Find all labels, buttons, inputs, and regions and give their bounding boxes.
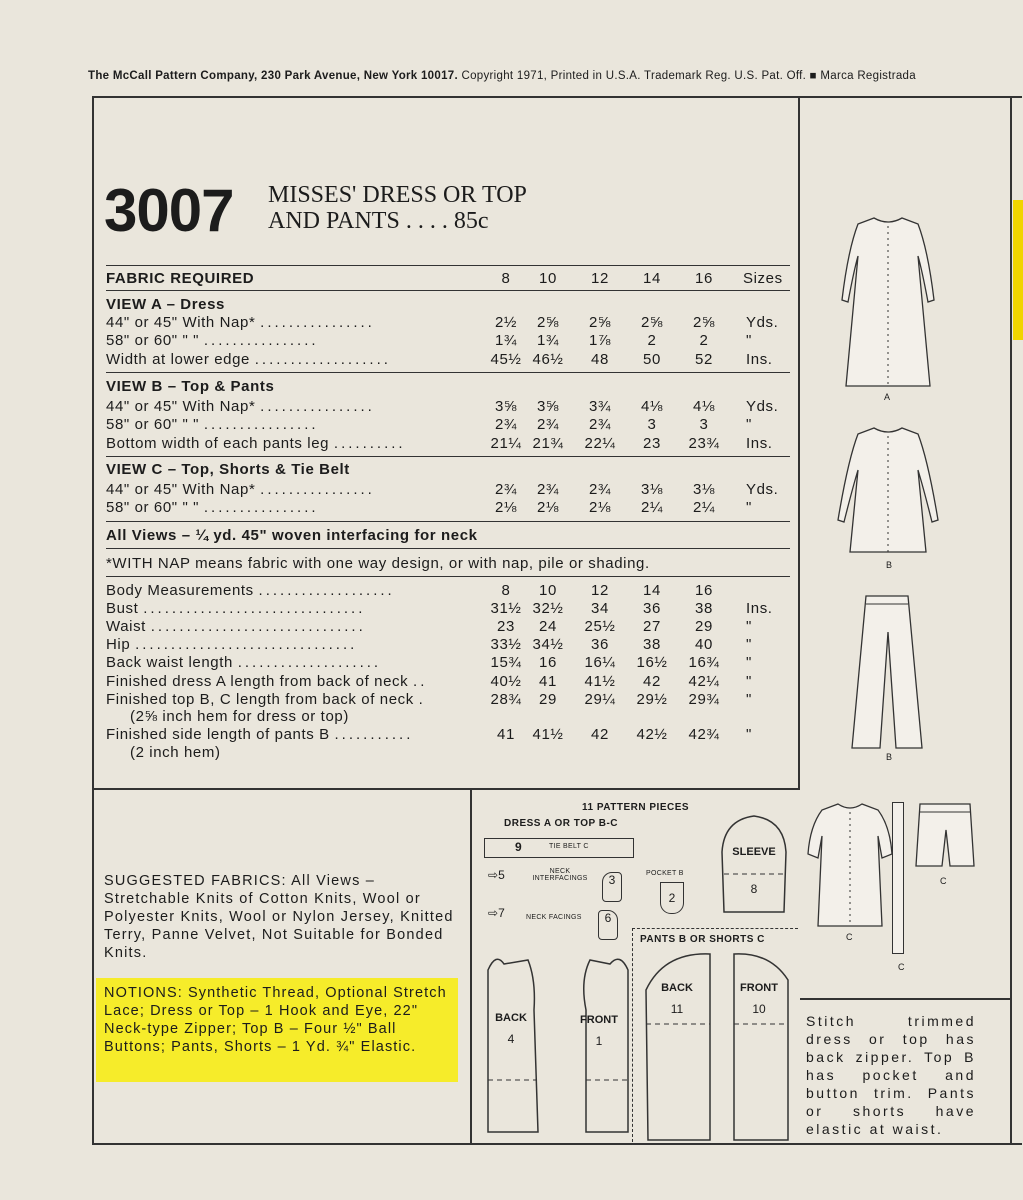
body-row: Finished dress A length from back of neck .. 40½ 41 41½ 42 42¼ " [106,673,752,690]
neck-facing-arrow-icon: ⇨7 [488,906,505,920]
view-title: VIEW C – Top, Shorts & Tie Belt [106,461,350,478]
notions-box [96,978,458,1082]
front-label: FRONT [580,1014,618,1026]
back-number: 4 [507,1032,515,1046]
view-b-top-drawing [832,420,944,560]
body-heading: Body Measurements ................... [106,582,395,599]
fabric-row: 44" or 45" With Nap* ................ 2¾ 2¾ 2¾ 3⅛ 3⅛ Yds. [106,481,779,498]
pants-back-piece [644,950,714,1142]
view-b-pants-drawing [842,592,934,752]
view-b-label-top: B [886,560,893,570]
pieces-count: 11 PATTERN PIECES [582,802,690,813]
view-b-title [106,378,796,396]
pattern-number: 3007 [104,177,234,244]
title-line-2: AND PANTS . . . . 85c [268,208,489,234]
copyright-header [88,70,916,82]
table-rule [106,576,790,577]
size-col: 10 [539,270,557,287]
body-header-row: Body Measurements ................... 8 10 12 14 16 [106,582,713,599]
nap-note-row [106,555,796,573]
company-address: The McCall Pattern Company, 230 Park Avenue, New York 10017. [88,70,458,82]
view-c-label-belt: C [898,962,905,972]
title-line-1: MISSES' DRESS OR TOP [268,182,527,208]
pieces-divider [470,790,472,1145]
fabric-row: 58" or 60" " " ................ 2⅛ 2⅛ 2⅛ 2¼ 2¼ " [106,499,752,516]
body-row-note: (2 inch hem) [130,744,221,761]
fabric-row: 58" or 60" " " ................ 1¾ 1¾ 1⅞ 2 2 " [106,332,752,349]
body-row: Waist .............................. 23 24 25½ 27 29 " [106,618,752,635]
row-label: 44" or 45" With Nap* ................ [106,314,375,331]
table-rule [106,456,790,457]
fabric-row: 44" or 45" With Nap* ................ 3⅝ 3⅝ 3¾ 4⅛ 4⅛ Yds. [106,398,779,415]
table-rule [106,372,790,373]
table-rule [106,290,790,291]
tie-belt-piece [484,838,634,858]
view-title: VIEW A – Dress [106,296,225,313]
nap-note: *WITH NAP means fabric with one way design, or with nap, pile or shading. [106,555,650,572]
view-a-dress-drawing [832,210,944,390]
view-c-label-top: C [846,932,853,942]
body-row-note: (2⅝ inch hem for dress or top) [130,708,349,725]
pants-front-label: FRONT [740,982,778,994]
table-rule [106,521,790,522]
view-c-title [106,461,796,479]
neck-facings-label: NECK FACINGS [526,914,582,921]
sleeve-label: SLEEVE [732,846,776,858]
pants-back-number: 11 [670,1002,684,1016]
row-label: 58" or 60" " " ................ [106,416,319,433]
pocket-piece: 2 [660,882,684,914]
fabric-heading: FABRIC REQUIRED [106,270,255,287]
fabric-row: 44" or 45" With Nap* ................ 2½ 2⅝ 2⅝ 2⅝ 2⅝ Yds. [106,314,779,331]
all-views-note: All Views – ¼ yd. 45" woven interfacing for neck [106,527,478,544]
view-title: VIEW B – Top & Pants [106,378,275,395]
body-row: Finished side length of pants B ........... 41 41½ 42 42½ 42¾ " [106,726,752,743]
body-row: Finished top B, C length from back of neck . 28¾ 29 29¼ 29½ 29¾ " [106,691,752,708]
suggested-fabrics: SUGGESTED FABRICS: All Views – Stretchable Knits of Cotton Knits, Wool or Polyester Knits, Wool or Nylon Jersey, Knitted Terry, Panne Velvet, Not Suitable for Bonded Knits. [104,873,454,961]
copyright-text: Copyright 1971, Printed in U.S.A. Trademark Reg. U.S. Pat. Off. ■ Marca Registrada [461,70,916,82]
pants-front-number: 10 [752,1002,766,1016]
neck-interfacings-label: NECK INTERFACINGS [532,868,588,882]
body-row: Bust ............................... 31½ 32½ 34 36 38 Ins. [106,600,773,617]
pattern-title [268,182,527,234]
piece-label: TIE BELT C [549,843,589,850]
table-rule [106,548,790,549]
front-number: 1 [595,1034,603,1048]
neck-interfacing-arrow-icon: ⇨5 [488,868,505,882]
fabric-row: Width at lower edge ................... 45½ 46½ 48 50 52 Ins. [106,351,773,368]
view-b-label-pants: B [886,752,893,762]
bottom-border [92,1143,1022,1145]
pants-group-divider [632,928,635,1142]
size-col: 14 [643,270,661,287]
view-c-shorts-drawing [914,800,978,872]
piece-3: 3 [602,872,622,902]
stitch-divider [800,998,1012,1000]
view-a-title [106,296,796,314]
row-label: Bottom width of each pants leg .......... [106,435,406,452]
row-label: 44" or 45" With Nap* ................ [106,398,375,415]
back-label: BACK [495,1012,527,1024]
sleeve-piece [716,812,792,920]
view-c-label-shorts: C [940,876,947,886]
all-views-row [106,527,796,545]
row-label: 58" or 60" " " ................ [106,499,319,516]
sleeve-number: 8 [750,882,758,896]
body-row: Hip ............................... 33½ 34½ 36 38 40 " [106,636,752,653]
sizes-label: Sizes [743,270,783,287]
right-border [1010,96,1012,1145]
row-label: 58" or 60" " " ................ [106,332,319,349]
stitch-description: Stitch trimmed dress or top has back zipper. Top B has pocket and button trim. Pants or shorts have elastic at waist. [806,1013,976,1137]
view-c-top-drawing [806,796,894,928]
piece-number: 9 [515,840,522,854]
size-col: 16 [695,270,713,287]
fabric-row: 58" or 60" " " ................ 2¾ 2¾ 2¾ 3 3 " [106,416,752,433]
pieces-group-pants: PANTS B OR SHORTS C [640,934,765,945]
pieces-group-dress: DRESS A OR TOP B-C [504,818,619,829]
size-col: 8 [501,270,511,287]
pocket-label: POCKET B [646,870,684,877]
size-col: 12 [591,270,609,287]
fabric-row: Bottom width of each pants leg .......... 21¼ 21¾ 22¼ 23 23¾ Ins. [106,435,773,452]
row-label: 44" or 45" With Nap* ................ [106,481,375,498]
row-label: Width at lower edge ................... [106,351,391,368]
pants-front-piece [730,950,792,1142]
pants-group-divider [632,928,798,929]
fabric-header-row [106,270,796,288]
tie-belt-drawing [892,802,904,954]
body-row: Back waist length .................... 15¾ 16 16¼ 16½ 16¾ " [106,654,752,671]
table-rule [106,265,790,266]
left-border-lower [92,790,94,1145]
view-a-label: A [884,392,891,402]
piece-6: 6 [598,910,618,940]
pants-back-label: BACK [661,982,693,994]
notions-text: NOTIONS: Synthetic Thread, Optional Stretch Lace; Dress or Top – 1 Hook and Eye, 22" Neck-type Zipper; Top B – Four ½" Ball Buttons; Pants, Shorts – 1 Yd. ¾" Elastic. [104,985,447,1055]
